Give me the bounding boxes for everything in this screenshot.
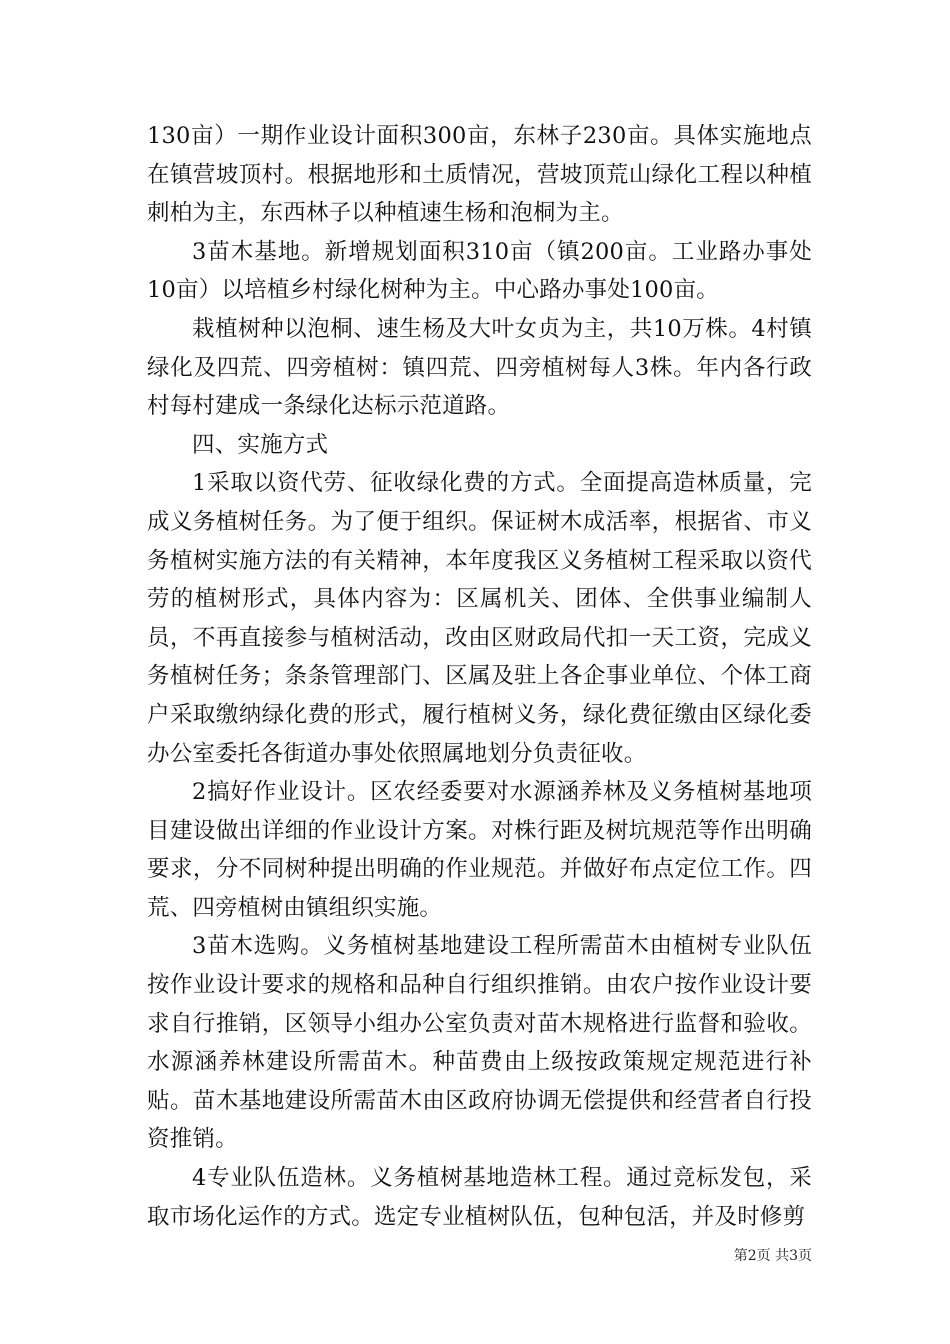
paragraph-5: 1采取以资代劳、征收绿化费的方式。全面提高造林质量，完成义务植树任务。为了便于组织。保证树木成活率，根据省、市义务植树实施方法的有关精神，本年度我区义务植树工程采取以资代劳的植树形式，具体内容为：区属机关、团体、全供事业编制人员，不再直接参与植树活动，改由区财政局代扣一天工资，完成义务植树任务；条条管理部门、区属及驻上各企事业单位、个体工商户采取缴纳绿化费的形式，履行植树义务，绿化费征缴由区绿化委办公室委托各街道办事处依照属地划分负责征收。 bbox=[147, 470, 812, 767]
section-heading: 四、实施方式 bbox=[192, 431, 329, 458]
paragraph-6: 2搞好作业设计。区农经委要对水源涵养林及义务植树基地项目建设做出详细的作业设计方案。对株行距及树坑规范等作出明确要求，分不同树种提出明确的作业规范。并做好布点定位工作。四荒、四旁植树由镇组织实施。 bbox=[147, 779, 812, 921]
paragraph-2: 3苗木基地。新增规划面积310亩（镇200亩。工业路办事处10亩）以培植乡村绿化树种为主。中心路办事处100亩。 bbox=[147, 238, 812, 304]
document-body bbox=[147, 117, 812, 1236]
paragraph-1: 130亩）一期作业设计面积300亩，东林子230亩。具体实施地点在镇营坡顶村。根据地形和土质情况，营坡顶荒山绿化工程以种植刺柏为主，东西林子以种植速生杨和泡桐为主。 bbox=[147, 123, 812, 227]
page-number-footer: 第2页 共3页 bbox=[733, 1248, 812, 1264]
paragraph-3: 栽植树种以泡桐、速生杨及大叶女贞为主，共10万株。4村镇绿化及四荒、四旁植树：镇四荒、四旁植树每人3株。年内各行政村每村建成一条绿化达标示范道路。 bbox=[147, 315, 812, 420]
paragraph-8: 4专业队伍造林。义务植树基地造林工程。通过竞标发包，采取市场化运作的方式。选定专业植树队伍，包种包活，并及时修剪 bbox=[147, 1165, 812, 1230]
paragraph-7: 3苗木选购。义务植树基地建设工程所需苗木由植树专业队伍按作业设计要求的规格和品种自行组织推销。由农户按作业设计要求自行推销，区领导小组办公室负责对苗木规格进行监督和验收。水源涵养林建设所需苗木。种苗费由上级按政策规定规范进行补贴。苗木基地建设所需苗木由区政府协调无偿提供和经营者自行投资推销。 bbox=[147, 933, 812, 1153]
